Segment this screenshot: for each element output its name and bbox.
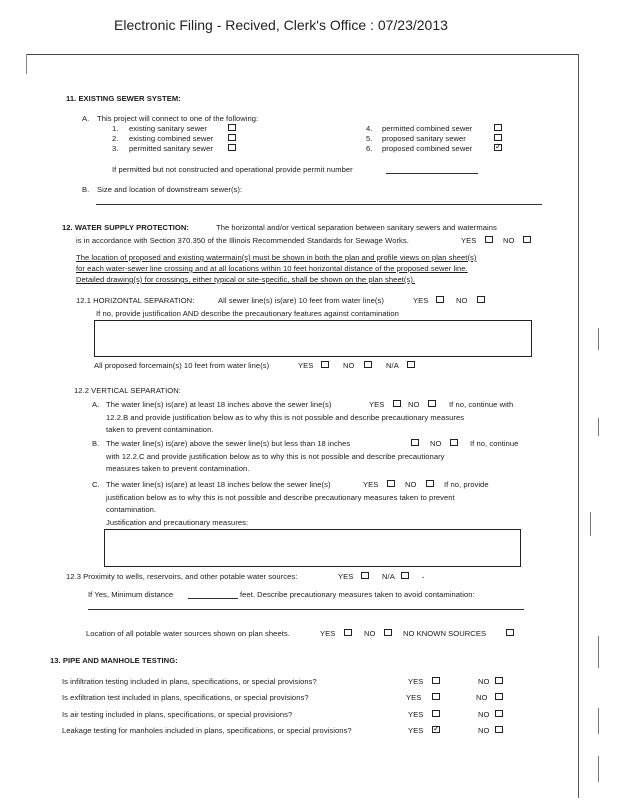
scan-mark bbox=[598, 756, 599, 782]
s12-intro-line-1: The horizontal and/or vertical separation between sanitary sewers and watermains bbox=[216, 223, 497, 232]
page-left-border-stub bbox=[26, 54, 27, 74]
fm-yes-checkbox[interactable] bbox=[321, 361, 329, 368]
fm-no-checkbox[interactable] bbox=[364, 361, 372, 368]
leakage-no-label: NO bbox=[478, 726, 490, 735]
leakage-no-checkbox[interactable] bbox=[495, 726, 503, 733]
infiltration-no-label: NO bbox=[478, 677, 490, 686]
vs-c-line-1: The water line(s) is(are) at least 18 inches below the sewer line(s) bbox=[106, 480, 331, 489]
hs-justification-box[interactable] bbox=[94, 320, 532, 357]
fm-na-checkbox[interactable] bbox=[407, 361, 415, 368]
opt-permitted-combined-label: permitted combined sewer bbox=[382, 124, 473, 133]
loc-no-checkbox[interactable] bbox=[384, 629, 392, 636]
opt-permitted-sanitary-checkbox[interactable] bbox=[228, 144, 236, 151]
justification-label: Justification and precautionary measures: bbox=[106, 518, 249, 527]
opt-permitted-sanitary-label: permitted sanitary sewer bbox=[129, 144, 213, 153]
s11-b-text: Size and location of downstream sewer(s): bbox=[97, 185, 243, 194]
vs-a-yes-checkbox[interactable] bbox=[393, 400, 401, 407]
hs-yes-checkbox[interactable] bbox=[436, 296, 444, 303]
proximity-heading: 12.3 Proximity to wells, reservoirs, and other potable water sources: bbox=[66, 572, 298, 581]
vs-b-line-1: The water line(s) is(are) above the sewer line(s) but less than 18 inches bbox=[106, 439, 351, 448]
air-no-label: NO bbox=[478, 710, 490, 719]
leakage-yes-label: YES bbox=[408, 726, 424, 735]
exfiltration-no-checkbox[interactable] bbox=[495, 693, 503, 700]
page-top-border bbox=[26, 54, 578, 55]
exfiltration-no-label: NO bbox=[476, 693, 488, 702]
prox-yes-label: YES bbox=[338, 572, 354, 581]
scan-mark bbox=[598, 708, 599, 734]
opt-existing-sanitary-label: existing sanitary sewer bbox=[129, 124, 207, 133]
vs-c-line-2: justification below as to why this is not possible and describe precautionary measures taken to prevent bbox=[106, 493, 455, 502]
hs-no-checkbox[interactable] bbox=[477, 296, 485, 303]
opt-proposed-combined-checkbox[interactable] bbox=[494, 144, 502, 151]
opt-num: 1. bbox=[112, 124, 119, 133]
hs-yes-label: YES bbox=[413, 296, 429, 305]
s12-underlined-line-3: Detailed drawing(s) for crossings, either typical or site-specific, shall be shown on the plan sheet(s). bbox=[76, 275, 416, 284]
s12-underlined-line-1: The location of proposed and existing watermain(s) must be shown in both the plan and profile views on plan sheet(s) bbox=[76, 253, 477, 262]
opt-proposed-sanitary-checkbox[interactable] bbox=[494, 134, 502, 141]
forcemain-text: All proposed forcemain(s) 10 feet from water line(s) bbox=[94, 361, 270, 370]
hs-if-no-text: If no, provide justification AND describe the precautionary features against contamination bbox=[96, 309, 399, 318]
vs-b-no-checkbox[interactable] bbox=[450, 439, 458, 446]
leakage-yes-checkbox[interactable] bbox=[432, 726, 440, 733]
loc-yes-label: YES bbox=[320, 629, 336, 638]
testing-question: Is air testing included in plans, specifications, or special provisions? bbox=[62, 710, 293, 719]
section-13-heading: 13. PIPE AND MANHOLE TESTING: bbox=[50, 656, 178, 665]
s11-b-label: B. bbox=[82, 185, 90, 194]
section-12-heading: 12. WATER SUPPLY PROTECTION: bbox=[62, 223, 189, 232]
vertical-separation-heading: 12.2 VERTICAL SEPARATION: bbox=[74, 386, 181, 395]
vs-a-yes-label: YES bbox=[369, 400, 385, 409]
prox-na-checkbox[interactable] bbox=[401, 572, 409, 579]
page-right-border bbox=[578, 54, 579, 798]
loc-yes-checkbox[interactable] bbox=[344, 629, 352, 636]
scan-dot: . bbox=[422, 571, 425, 580]
vs-b-label: B. bbox=[92, 439, 100, 448]
filing-stamp: Electronic Filing - Recived, Clerk's Office : 07/23/2013 bbox=[114, 17, 448, 33]
infiltration-yes-checkbox[interactable] bbox=[432, 677, 440, 684]
testing-question: Is infiltration testing included in plans, specifications, or special provisions? bbox=[62, 677, 317, 686]
s12-intro-line-2: is in accordance with Section 370.350 of the Illinois Recommended Standards for Sewage Works. bbox=[76, 236, 409, 245]
min-distance-label: If Yes, Minimum distance bbox=[88, 590, 174, 599]
testing-question: Is exfiltration test included in plans, specifications, or special provisions? bbox=[62, 693, 309, 702]
opt-proposed-sanitary-label: proposed sanitary sewer bbox=[382, 134, 466, 143]
scan-mark bbox=[598, 418, 599, 436]
opt-proposed-combined-label: proposed combined sewer bbox=[382, 144, 473, 153]
vs-b-no-label: NO bbox=[430, 439, 442, 448]
location-text: Location of all potable water sources shown on plan sheets. bbox=[86, 629, 290, 638]
min-distance-field[interactable] bbox=[188, 598, 238, 599]
vs-c-provide-text: If no, provide bbox=[444, 480, 489, 489]
opt-num: 3. bbox=[112, 144, 119, 153]
exfiltration-yes-checkbox[interactable] bbox=[432, 693, 440, 700]
vs-a-line-2: 12.2.B and provide justification below as to why this is not possible and describe precautionary measures bbox=[106, 413, 465, 422]
air-yes-checkbox[interactable] bbox=[432, 710, 440, 717]
vs-a-line-3: taken to prevent contamination. bbox=[106, 425, 214, 434]
scan-mark bbox=[598, 636, 599, 668]
vs-b-continue-text: If no, continue bbox=[470, 439, 519, 448]
infiltration-yes-label: YES bbox=[408, 677, 424, 686]
permit-number-field[interactable] bbox=[386, 173, 478, 174]
air-no-checkbox[interactable] bbox=[495, 710, 503, 717]
vs-a-no-checkbox[interactable] bbox=[428, 400, 436, 407]
s11-a-label: A. bbox=[82, 114, 90, 123]
vs-a-line-1: The water line(s) is(are) at least 18 inches above the sewer line(s) bbox=[106, 400, 332, 409]
prox-na-label: N/A bbox=[382, 572, 395, 581]
no-known-sources-label: NO KNOWN SOURCES bbox=[403, 629, 487, 638]
vs-c-line-3: contamination. bbox=[106, 505, 157, 514]
opt-num: 5. bbox=[366, 134, 373, 143]
opt-existing-combined-label: existing combined sewer bbox=[129, 134, 214, 143]
vs-c-yes-checkbox[interactable] bbox=[387, 480, 395, 487]
vs-b-line-2: with 12.2.C and provide justification below as to why this is not possible and describe precautionary bbox=[106, 452, 445, 461]
opt-existing-sanitary-checkbox[interactable] bbox=[228, 124, 236, 131]
s12-no-checkbox[interactable] bbox=[523, 236, 531, 243]
permit-number-label: If permitted but not constructed and operational provide permit number bbox=[112, 165, 353, 174]
s12-yes-label: YES bbox=[461, 236, 477, 245]
scan-mark bbox=[598, 328, 599, 350]
opt-existing-combined-checkbox[interactable] bbox=[228, 134, 236, 141]
fm-no-label: NO bbox=[343, 361, 355, 370]
vs-c-yes-label: YES bbox=[363, 480, 379, 489]
horizontal-separation-heading: 12.1 HORIZONTAL SEPARATION: bbox=[76, 296, 195, 305]
no-known-sources-checkbox[interactable] bbox=[506, 629, 514, 636]
vs-c-label: C. bbox=[92, 480, 100, 489]
section-11-heading: 11. EXISTING SEWER SYSTEM: bbox=[66, 94, 181, 103]
s12-no-label: NO bbox=[503, 236, 515, 245]
fm-na-label: N/A bbox=[386, 361, 399, 370]
horizontal-separation-text: All sewer line(s) is(are) 10 feet from water line(s) bbox=[218, 296, 384, 305]
vs-justification-box[interactable] bbox=[104, 529, 521, 567]
loc-no-label: NO bbox=[364, 629, 376, 638]
precaution-text: feet. Describe precautionary measures taken to avoid contamination: bbox=[240, 590, 475, 599]
s11-a-text: This project will connect to one of the following: bbox=[97, 114, 259, 123]
vs-c-no-checkbox[interactable] bbox=[426, 480, 434, 487]
testing-question: Leakage testing for manholes included in plans, specifications, or special provisions? bbox=[62, 726, 352, 735]
vs-b-line-3: measures taken to prevent contamination. bbox=[106, 464, 250, 473]
s12-yes-checkbox[interactable] bbox=[485, 236, 493, 243]
hs-no-label: NO bbox=[456, 296, 468, 305]
opt-permitted-combined-checkbox[interactable] bbox=[494, 124, 502, 131]
air-yes-label: YES bbox=[408, 710, 424, 719]
opt-num: 6. bbox=[366, 144, 373, 153]
vs-a-label: A. bbox=[92, 400, 100, 409]
opt-num: 2. bbox=[112, 134, 119, 143]
downstream-sewer-field[interactable] bbox=[96, 204, 542, 205]
exfiltration-yes-label: YES bbox=[406, 693, 422, 702]
opt-num: 4. bbox=[366, 124, 373, 133]
s12-underlined-line-2: for each water-sewer line crossing and at all locations within 10 feet horizontal distance of the proposed sewer line. bbox=[76, 264, 468, 273]
vs-a-continue-text: If no, continue with bbox=[449, 400, 514, 409]
vs-a-no-label: NO bbox=[408, 400, 420, 409]
vs-c-no-label: NO bbox=[405, 480, 417, 489]
prox-yes-checkbox[interactable] bbox=[361, 572, 369, 579]
vs-b-yes-checkbox[interactable] bbox=[411, 439, 419, 446]
precaution-field[interactable] bbox=[88, 609, 524, 610]
scan-mark bbox=[590, 512, 591, 536]
infiltration-no-checkbox[interactable] bbox=[495, 677, 503, 684]
fm-yes-label: YES bbox=[298, 361, 314, 370]
